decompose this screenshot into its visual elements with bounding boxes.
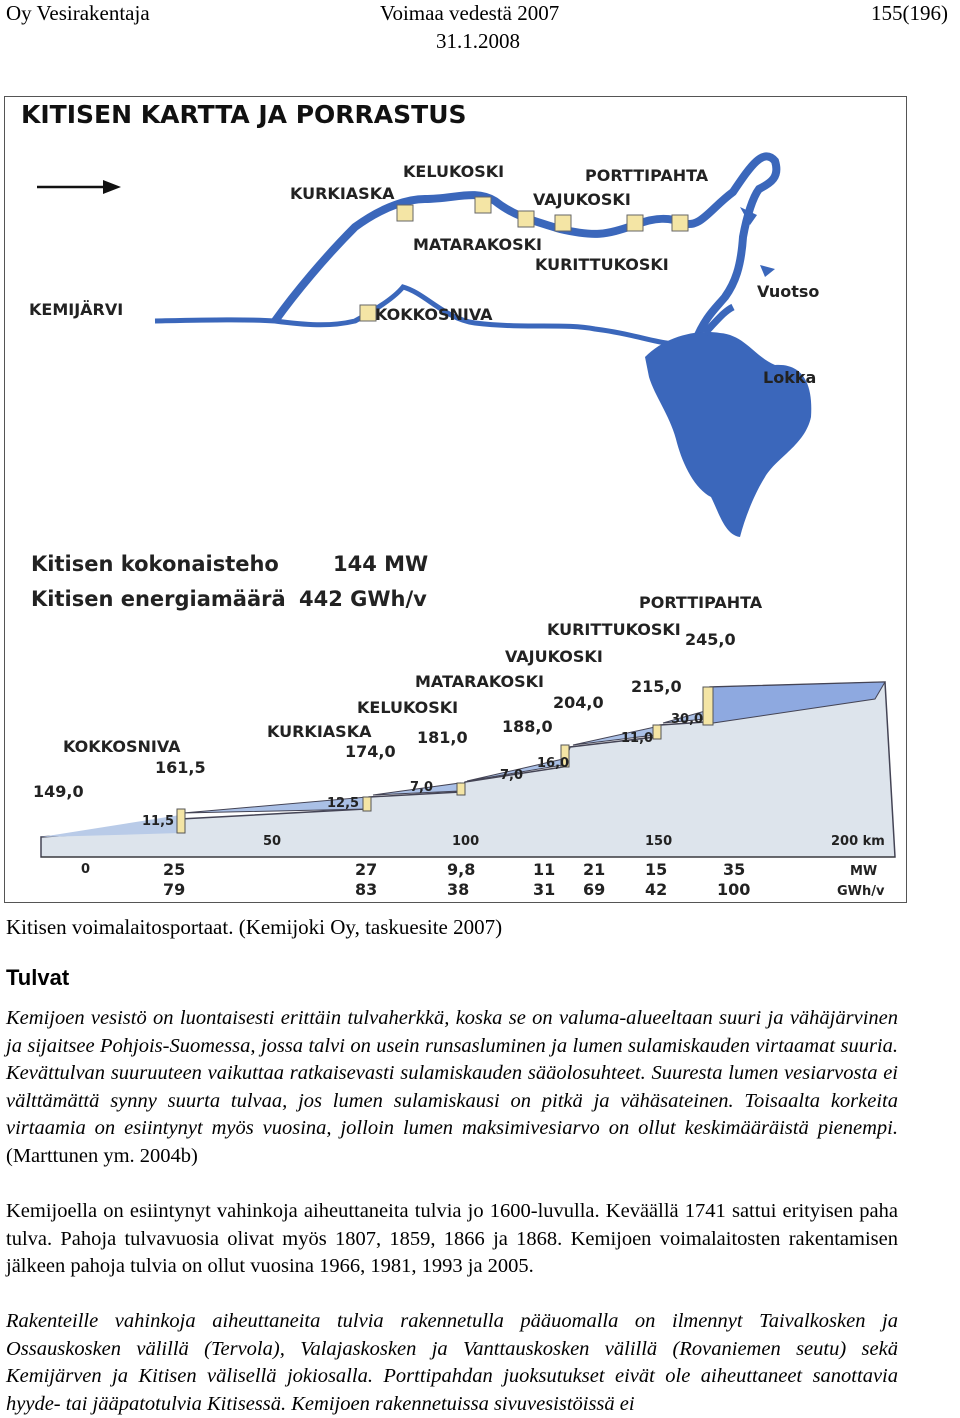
map-label-vajukoski: VAJUKOSKI bbox=[533, 190, 631, 209]
profile-label-kokkosniva: KOKKOSNIVA bbox=[63, 737, 181, 756]
paragraph-3: Rakenteille vahinkoja aiheuttaneita tulvia rakennetulla pääuomalla on ilmennyt Taivalkosken ja Ossauskosken välillä (Tervola), Valajaskosken ja Vanttauskosken välillä (Rovaniemen seutu) sekä Kemijärven ja Kitisen välisellä jokiosalla. Porttipahdan juoksutukset eivät ole aiheuttaneet sanottavia hyyde- tai jääpatotulvia Kitisessä. Kemijoen rakennetuissa sivuvesistöissä ei bbox=[6, 1310, 898, 1415]
map-label-kurkiaska: KURKIASKA bbox=[290, 184, 395, 203]
total-energy-label: Kitisen energiamäärä bbox=[31, 587, 286, 611]
profile-level-vajukoski: 204,0 bbox=[553, 693, 604, 712]
profile-label-matarakoski: MATARAKOSKI bbox=[415, 672, 544, 691]
kitinen-map-figure bbox=[4, 96, 907, 903]
profile-gwh-kelukoski: 38 bbox=[447, 880, 470, 899]
profile-label-porttipahta: PORTTIPAHTA bbox=[639, 593, 763, 612]
marker-kokkosniva bbox=[360, 305, 376, 321]
profile-gwh-matarakoski: 31 bbox=[533, 880, 556, 899]
unit-gwh: GWh/v bbox=[837, 884, 885, 899]
start-level: 149,0 bbox=[33, 782, 84, 801]
profile-head-kurittukoski: 11,0 bbox=[621, 731, 654, 746]
profile-head-kurkiaska: 12,5 bbox=[327, 796, 360, 811]
marker-kurittukoski bbox=[627, 215, 643, 231]
profile-mw-porttipahta: 35 bbox=[723, 860, 746, 879]
profile-label-kurittukoski: KURITTUKOSKI bbox=[547, 620, 681, 639]
paragraph-1-body: Kemijoen vesistö on luontaisesti erittäin tulvaherkkä, koska se on valuma-alueeltaan suuri ja vähäjärvinen ja sijaitsee Pohjois-Suomessa, jossa talvi on usein runsasluminen ja lumen sulamiskauden virtaamat suuria. Kevättulvan suuruuteen vaikuttaa ratkaisevasti sulamiskauden sääolosuhteet. Suuresta lumen vesiarvosta ei välttämättä synny suurta tulvaa, jos lumen sulamiskausi on pitkä ja vähäsateinen. Toisaalta korkeita virtaamia on esiintynyt myös vuosina, jolloin lumen maksimivesiarvo on ollut keskimääräistä pienempi. bbox=[6, 1007, 898, 1139]
paragraph-1-reference: (Marttunen ym. 2004b) bbox=[6, 1144, 198, 1167]
profile-label-kurkiaska: KURKIASKA bbox=[267, 722, 372, 741]
total-energy-value: 442 GWh/v bbox=[299, 587, 427, 611]
profile-head-vajukoski: 16,0 bbox=[537, 756, 570, 771]
river-map bbox=[155, 156, 811, 537]
map-label-lokka: Lokka bbox=[763, 368, 817, 387]
map-label-kelukoski: KELUKOSKI bbox=[403, 162, 505, 181]
profile-mw-kelukoski: 9,8 bbox=[447, 860, 476, 879]
figure-title: KITISEN KARTTA JA PORRASTUS bbox=[21, 100, 467, 129]
profile-label-vajukoski: VAJUKOSKI bbox=[505, 647, 603, 666]
profile-gwh-kurkiaska: 83 bbox=[355, 880, 378, 899]
map-label-kurittukoski: KURITTUKOSKI bbox=[535, 255, 669, 274]
total-power-value: 144 MW bbox=[333, 552, 429, 576]
header-page-number: 155(196) bbox=[871, 1, 948, 25]
header-company: Oy Vesirakentaja bbox=[6, 1, 150, 25]
marker-kelukoski bbox=[475, 197, 491, 213]
map-label-matarakoski: MATARAKOSKI bbox=[413, 235, 542, 254]
profile-level-kurittukoski: 215,0 bbox=[631, 677, 682, 696]
profile-level-kokkosniva: 161,5 bbox=[155, 758, 206, 777]
profile-mw-vajukoski: 21 bbox=[583, 860, 606, 879]
map-label-kokkosniva: KOKKOSNIVA bbox=[375, 305, 493, 324]
profile-head-kelukoski: 7,0 bbox=[410, 780, 434, 795]
header-date: 31.1.2008 bbox=[436, 29, 520, 53]
profile-mw-matarakoski: 11 bbox=[533, 860, 556, 879]
map-label-porttipahta: PORTTIPAHTA bbox=[585, 166, 709, 185]
profile-level-porttipahta: 245,0 bbox=[685, 630, 736, 649]
profile-head-porttipahta: 30,0 bbox=[671, 712, 704, 727]
marker-vajukoski bbox=[555, 215, 571, 231]
km-tick-150: 150 bbox=[645, 834, 673, 849]
km-tick-100: 100 bbox=[452, 834, 480, 849]
profile-label-kelukoski: KELUKOSKI bbox=[357, 698, 459, 717]
km-tick-50: 50 bbox=[263, 834, 282, 849]
map-label-vuotso: Vuotso bbox=[757, 282, 820, 301]
km-tick-0: 0 bbox=[81, 862, 91, 877]
profile-head-kokkosniva: 11,5 bbox=[142, 814, 175, 829]
km-tick-200: 200 km bbox=[831, 834, 885, 849]
profile-gwh-porttipahta: 100 bbox=[717, 880, 751, 899]
profile-mw-kurkiaska: 27 bbox=[355, 860, 378, 879]
profile-level-kurkiaska: 174,0 bbox=[345, 742, 396, 761]
profile-level-matarakoski: 188,0 bbox=[502, 717, 553, 736]
profile-gwh-kokkosniva: 79 bbox=[163, 880, 186, 899]
paragraph-2: Kemijoella on esiintynyt vahinkoja aiheuttaneita tulvia jo 1600-luvulla. Keväällä 1741 sattui erityisen paha tulva. Pahoja tulvavuosia olivat myös 1807, 1859, 1866 ja 1868. Kemijoen voimalaitosten rakentamisen jälkeen pahoja tulvia on ollut vuosina 1966, 1981, 1993 ja 2005. bbox=[6, 1200, 898, 1277]
marker-kurkiaska bbox=[397, 205, 413, 221]
section-heading: Tulvat bbox=[6, 965, 70, 990]
profile-gwh-vajukoski: 69 bbox=[583, 880, 606, 899]
marker-matarakoski bbox=[518, 211, 534, 227]
figure-caption: Kitisen voimalaitosportaat. (Kemijoki Oy, taskuesite 2007) bbox=[6, 915, 503, 939]
profile-head-matarakoski: 7,0 bbox=[500, 768, 524, 783]
marker-porttipahta bbox=[672, 215, 688, 231]
profile-mw-kokkosniva: 25 bbox=[163, 860, 186, 879]
header-report-title: Voimaa vedestä 2007 bbox=[380, 1, 560, 25]
paragraph-1 bbox=[6, 1005, 898, 1170]
figure-graphic bbox=[5, 97, 906, 902]
north-arrow-icon bbox=[37, 180, 121, 194]
profile-gwh-kurittukoski: 42 bbox=[645, 880, 668, 899]
map-label-kemijarvi: KEMIJÄRVI bbox=[29, 300, 124, 319]
profile-mw-kurittukoski: 15 bbox=[645, 860, 668, 879]
profile-level-kelukoski: 181,0 bbox=[417, 728, 468, 747]
total-power-label: Kitisen kokonaisteho bbox=[31, 552, 279, 576]
unit-mw: MW bbox=[850, 864, 878, 879]
